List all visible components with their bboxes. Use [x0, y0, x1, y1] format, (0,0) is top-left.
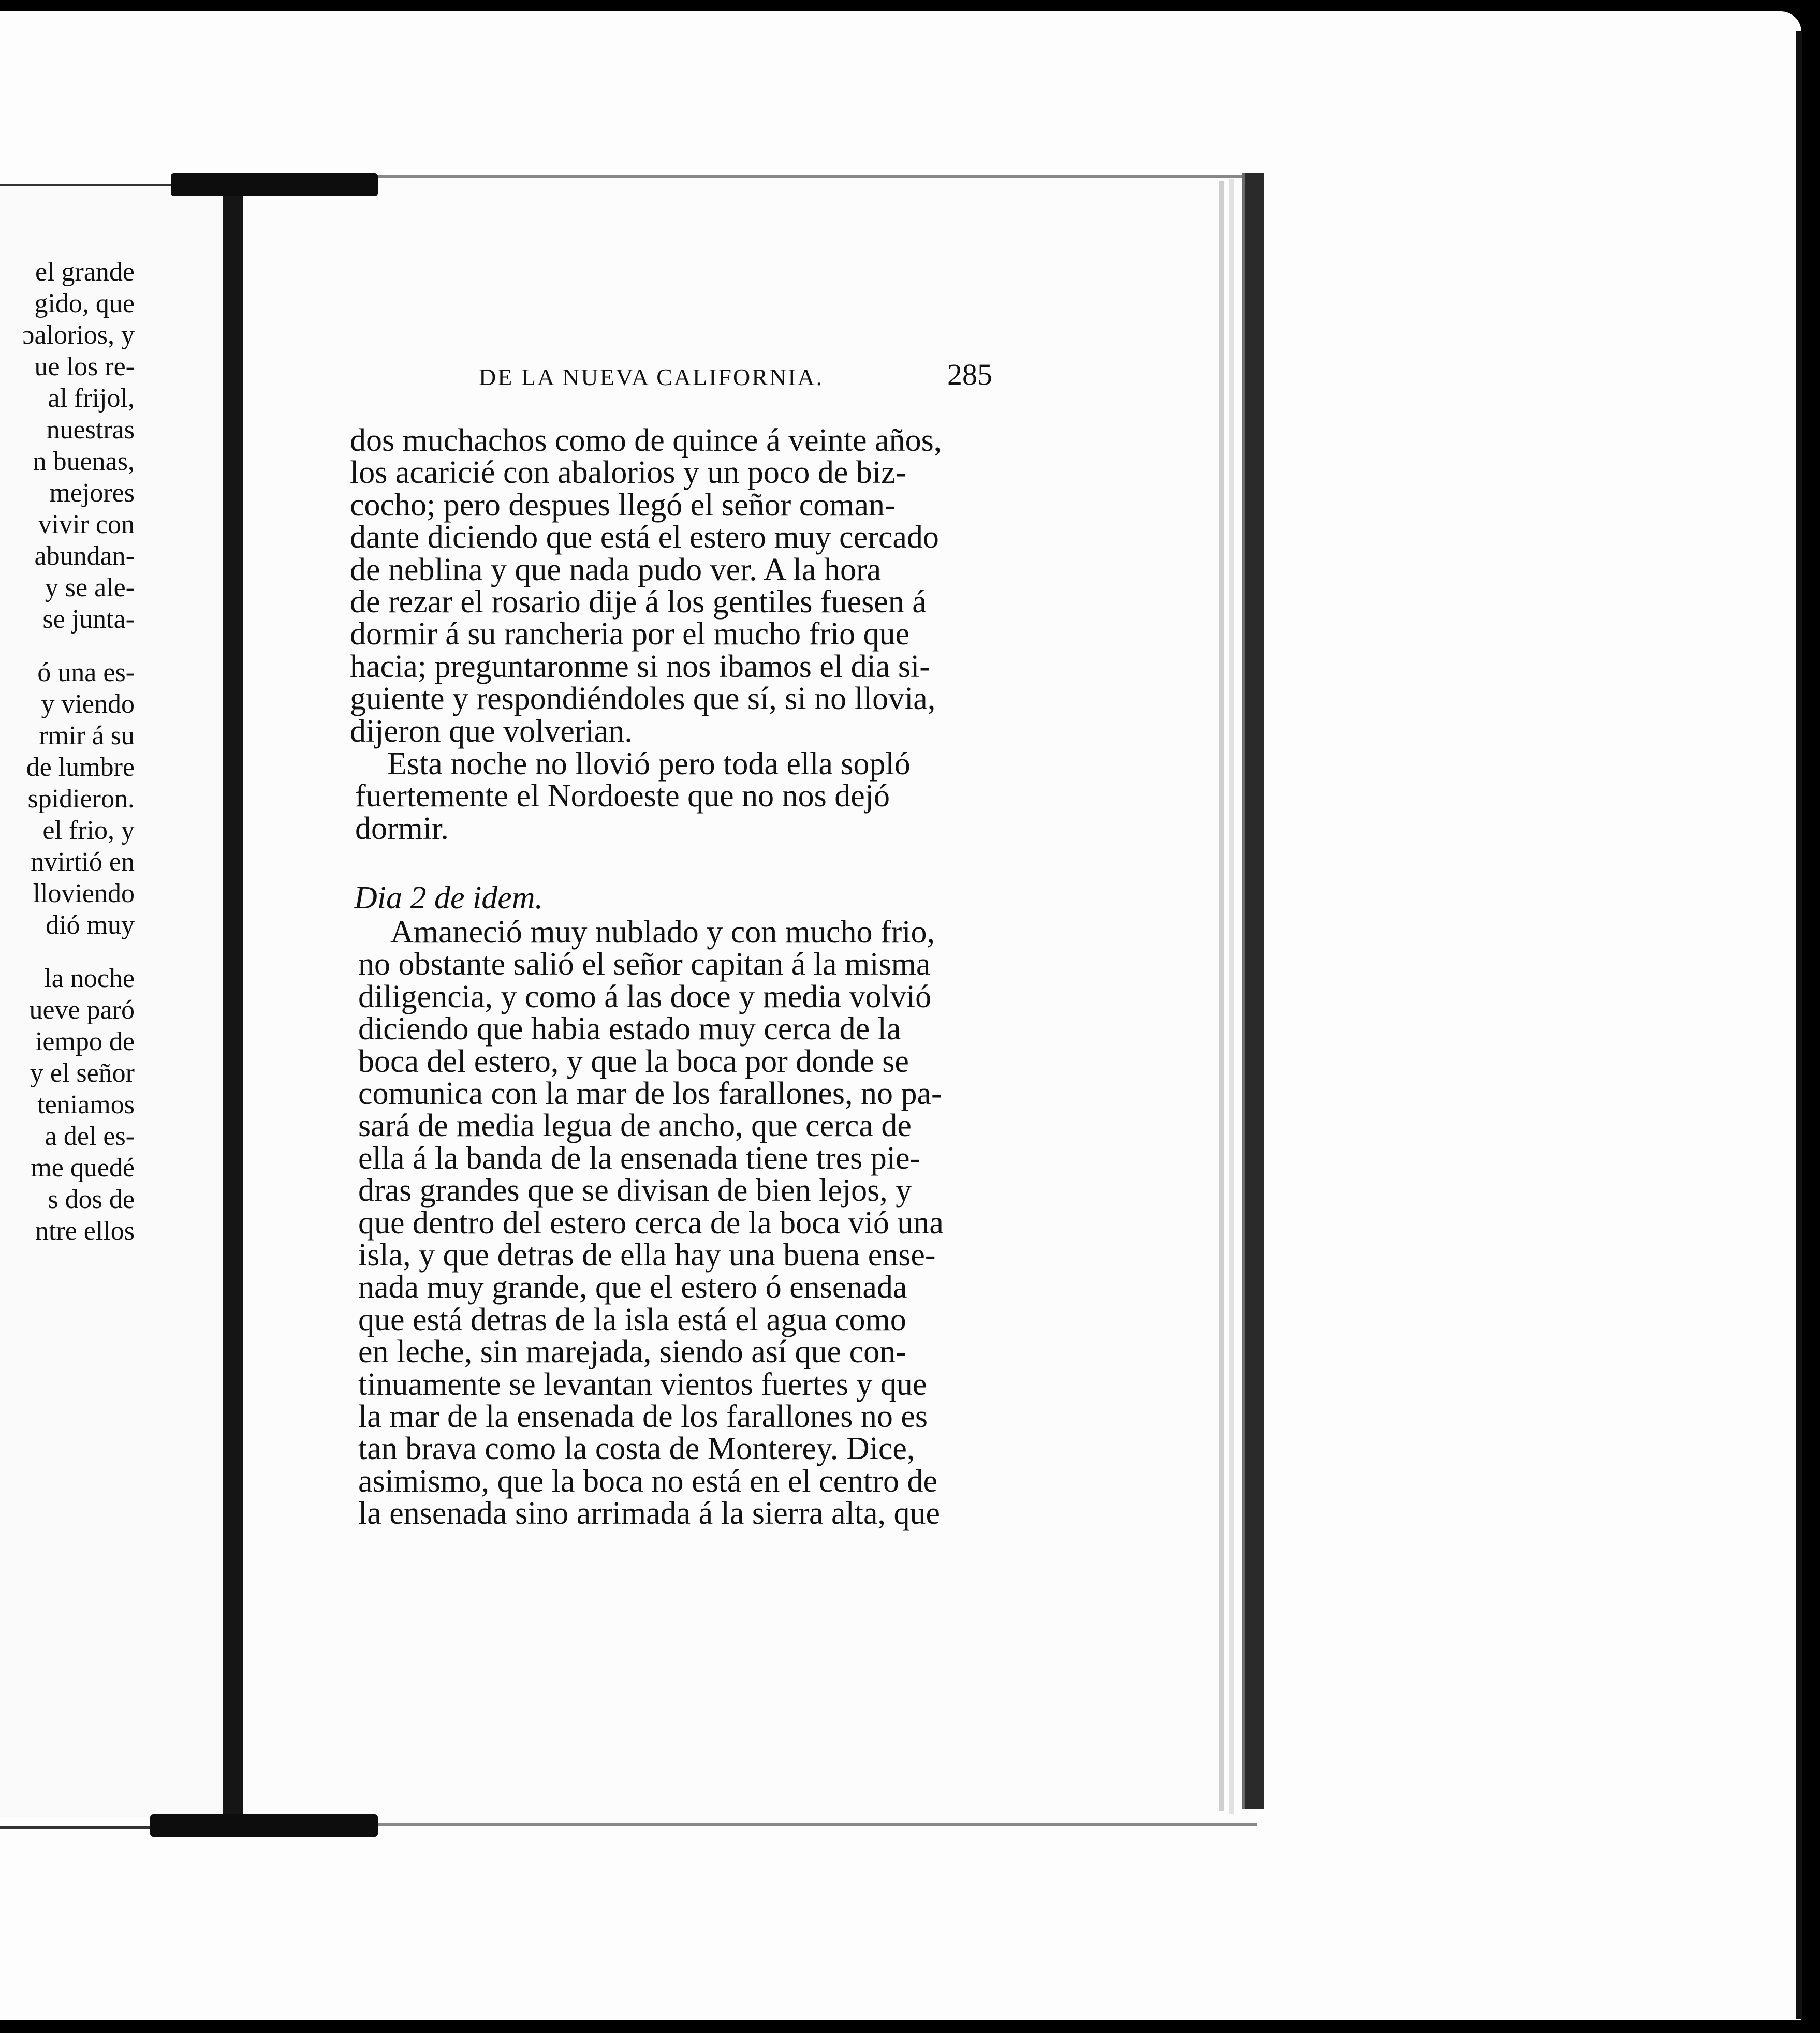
left-page-line: dió muy — [46, 910, 135, 940]
left-page — [0, 186, 233, 1817]
left-page-line: al frijol, — [48, 384, 135, 413]
body-line: dante diciendo que está el estero muy cercado — [350, 520, 939, 555]
left-page-line: de lumbre — [26, 753, 135, 782]
left-page-line: s dos de — [48, 1185, 135, 1214]
body-line: tinuamente se levantan vientos fuertes y que — [358, 1366, 927, 1402]
left-page-line: el grande — [35, 257, 135, 287]
body-line: dormir. — [355, 811, 449, 846]
left-page-line: me quedé — [31, 1153, 135, 1183]
section-subheading: Dia 2 de idem. — [354, 880, 544, 916]
left-page-line: n buenas, — [33, 447, 135, 476]
page-stack-edge — [1229, 179, 1234, 1814]
body-line: de rezar el rosario dije á los gentiles fuesen á — [350, 584, 927, 620]
left-page-line: ue los re- — [34, 352, 135, 381]
left-page-line: gido, que — [34, 289, 135, 318]
left-page-line: ɔalorios, y — [22, 320, 135, 350]
running-header: DE LA NUEVA CALIFORNIA. — [479, 364, 824, 390]
left-page-line: el frio, y — [42, 816, 135, 845]
left-page-line: la noche — [44, 964, 135, 993]
body-line: Esta noche no llovió pero toda ella sopló — [387, 746, 911, 782]
body-line: de neblina y que nada pudo ver. A la hora — [350, 552, 882, 587]
body-line: fuertemente el Nordoeste que no nos dejó — [355, 778, 890, 814]
left-page-line: y viendo — [41, 689, 135, 719]
left-page-line: y se ale- — [45, 573, 135, 602]
body-line: dos muchachos como de quince á veinte años, — [350, 423, 942, 458]
left-page-line: lloviendo — [33, 879, 135, 908]
body-line: comunica con la mar de los farallones, no pa- — [358, 1076, 942, 1111]
body-line: la mar de la ensenada de los farallones no es — [358, 1399, 928, 1434]
page-stack-edge — [1219, 181, 1224, 1811]
page-number: 285 — [947, 358, 992, 391]
spine-bottom-clip — [150, 1814, 378, 1837]
left-page-line: rmir á su — [39, 721, 135, 750]
body-line: ella á la banda de la ensenada tiene tres pie- — [358, 1140, 921, 1176]
body-line: que está detras de la isla está el agua como — [358, 1302, 906, 1337]
body-line: asimismo, que la boca no está en el centro de — [358, 1463, 938, 1499]
body-line: isla, y que detras de ella hay una buena ense- — [358, 1238, 936, 1273]
body-line: Amaneció muy nublado y con mucho frio, — [390, 915, 935, 950]
left-page-line: nuestras — [46, 415, 135, 445]
book-cover-edge — [1242, 173, 1264, 1809]
body-line: hacia; preguntaronme si nos ibamos el dia si- — [350, 649, 930, 684]
body-line: boca del estero, y que la boca por donde se — [358, 1043, 909, 1079]
body-line: dijeron que volverian. — [350, 713, 633, 749]
body-line: dormir á su rancheria por el mucho frio que — [350, 616, 910, 652]
body-line: que dentro del estero cerca de la boca vió una — [358, 1205, 944, 1241]
body-line: en leche, sin marejada, siendo así que con- — [358, 1334, 906, 1370]
left-page-line: y el señor — [30, 1058, 135, 1088]
spine-top-clip — [171, 173, 378, 196]
left-page-line: ó una es- — [37, 658, 135, 687]
left-page-line: nvirtió en — [31, 847, 135, 877]
left-page-line: se junta- — [42, 605, 135, 634]
left-page-line: mejores — [49, 478, 135, 508]
body-line: sará de media legua de ancho, que cerca de — [358, 1108, 912, 1144]
body-line: no obstante salió el señor capitan á la misma — [358, 947, 931, 982]
body-line: diligencia, y como á las doce y media volvió — [358, 979, 932, 1014]
left-page-line: ueve paró — [29, 995, 135, 1025]
body-line: la ensenada sino arrimada á la sierra alta, que — [358, 1496, 941, 1531]
body-line: nada muy grande, que el estero ó ensenada — [358, 1270, 907, 1305]
left-page-line: iempo de — [35, 1027, 135, 1056]
body-line: diciendo que habia estado muy cerca de la — [358, 1011, 901, 1047]
body-line: tan brava como la costa de Monterey. Dice, — [358, 1431, 915, 1467]
book-gutter — [223, 191, 243, 1824]
scan-right-edge — [1796, 31, 1802, 2019]
body-line: guiente y respondiéndoles que sí, si no llovia, — [350, 681, 936, 717]
left-page-line: teniamos — [37, 1090, 135, 1119]
body-line: los acaricié con abalorios y un poco de biz- — [350, 455, 906, 491]
body-line: dras grandes que se divisan de bien lejos, y — [358, 1173, 912, 1209]
left-page-line: ntre ellos — [35, 1216, 135, 1246]
body-line: cocho; pero despues llegó el señor coman- — [350, 487, 896, 523]
left-page-line: abundan- — [34, 541, 135, 571]
left-page-line: vivir con — [38, 510, 135, 539]
left-page-line: a del es- — [45, 1122, 135, 1151]
left-page-line: spidieron. — [27, 784, 135, 814]
